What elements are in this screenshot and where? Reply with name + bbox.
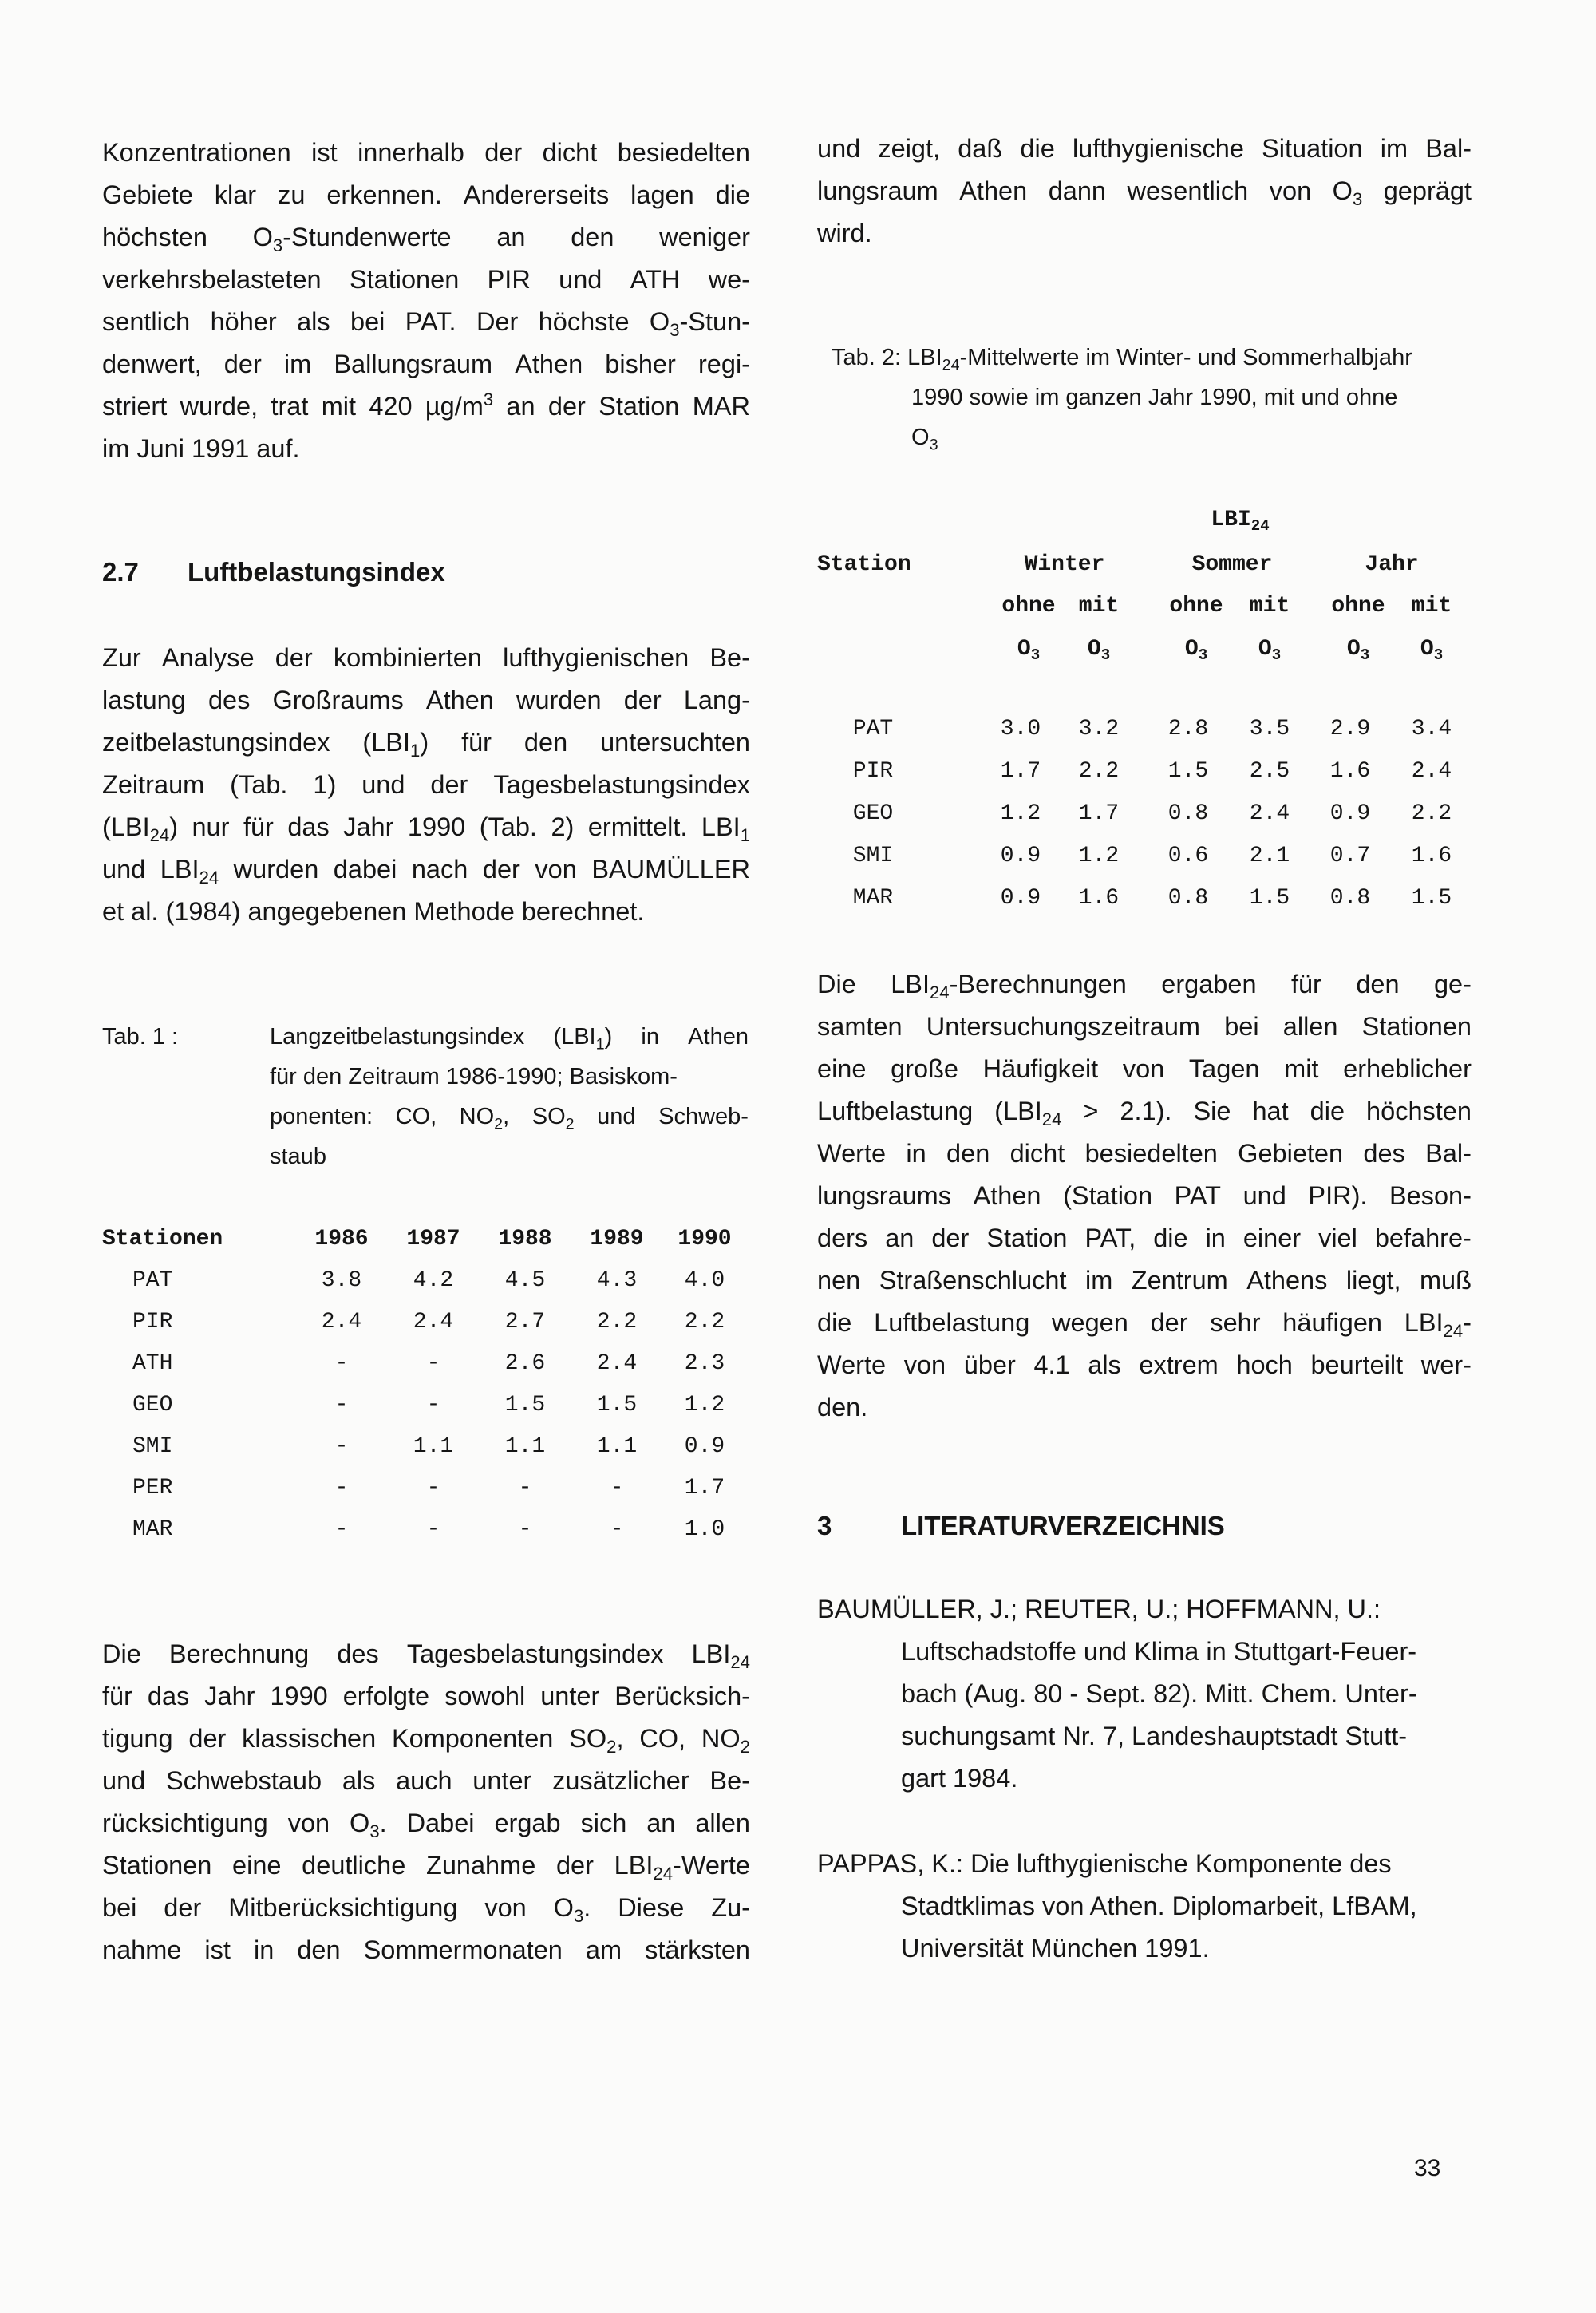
text-line: $(LBI_{24})$ nur für das Jahr 1990 (Tab. 2) ermittelt. $LBI_1$ [102,813,750,846]
reference-baumueller [817,1588,1472,1800]
text-line: und Schwebstaub als auch unter zusätzlicher Be- [102,1766,750,1795]
text-line: und $LBI_{24}$ wurden dabei nach der von BAUMÜLLER [102,855,750,888]
tab1-value-cell: - [334,1393,349,1417]
text-line: die Luftbelastung wegen der sehr häufigen $LBI_{24}-$ [817,1308,1472,1342]
tab2-value-cell: 2.4 [1249,801,1290,826]
table-2-lbi24-mittelwerte [817,508,1472,923]
text-line: Die Berechnung des Tagesbelastungsindex $LBI_{24}$ [102,1639,750,1673]
tab1-value-cell: 1.0 [684,1517,725,1542]
text-line: für das Jahr 1990 erfolgte sowohl unter Berücksich- [102,1682,750,1710]
tab2-value-cell: 2.8 [1167,717,1209,741]
text-line: Luftbelastung ($LBI_{24}$ > 2.1). Sie hat die höchsten [817,1097,1472,1130]
reference-line: Luftschadstoffe und Klima in Stuttgart-Feuer- [901,1637,1417,1666]
text-line: nahme ist in den Sommermonaten am stärksten [102,1935,750,1964]
tab1-station-cell: PIR [132,1310,173,1334]
text-line: rücksichtigung von $O_3$. Dabei ergab sich an allen [102,1809,750,1842]
tab1-value-cell: 4.0 [684,1268,725,1293]
tab2-value-cell: 1.7 [1000,759,1041,784]
tab2-subheader-o3: $O_3$ [1184,637,1208,665]
text-line: Gebiete klar zu erkennen. Andererseits lagen die [102,180,750,209]
tab1-header-year: 1989 [590,1227,644,1251]
tab1-value-cell: 2.4 [413,1310,454,1334]
tab1-value-cell: 1.5 [504,1393,546,1417]
tab1-value-cell: - [426,1476,440,1500]
tab2-subheader-o3: $O_3$ [1017,637,1041,665]
tab1-value-cell: 2.6 [504,1351,546,1376]
tab2-subheader-mit: mit [1411,594,1452,619]
tab2-value-cell: 0.6 [1167,844,1209,868]
tab2-value-cell: 1.2 [1000,801,1041,826]
tab2-value-cell: 2.9 [1329,717,1371,741]
text-line: wird. [817,219,872,247]
tab2-value-cell: 1.5 [1167,759,1209,784]
tab1-value-cell: 1.1 [504,1434,546,1459]
text-line: tigung der klassischen Komponenten $SO_2$, CO, $NO_2$ [102,1724,750,1757]
section-number: 2.7 [102,557,139,587]
tab1-header-year: 1990 [678,1227,732,1251]
text-line: verkehrsbelasteten Stationen PIR und ATH we- [102,265,750,294]
tab2-subheader-mit: mit [1078,594,1120,619]
paragraph-analysis [102,637,750,933]
text-line: Werte von über 4.1 als extrem hoch beurteilt wer- [817,1350,1472,1379]
tab1-value-cell: - [518,1476,532,1500]
tab1-value-cell: 0.9 [684,1434,725,1459]
tab1-value-cell: - [334,1517,349,1542]
tab2-value-cell: 2.5 [1249,759,1290,784]
tab1-value-cell: 1.7 [684,1476,725,1500]
tab1-header-stationen: Stationen [102,1227,223,1251]
paragraph-tagesbelastung [102,1633,750,1971]
tab2-subheader-ohne: ohne [1169,594,1223,619]
tab2-header-period: Winter [1024,552,1105,577]
tab2-station-cell: SMI [852,844,894,868]
text-line: sentlich höher als bei PAT. Der höchste $O_3-Stun-$ [102,307,750,341]
tab1-header-year: 1987 [406,1227,460,1251]
text-line: bei der Mitberücksichtigung von $O_3$. Diese Zu- [102,1893,750,1927]
text-line: Zeitraum (Tab. 1) und der Tagesbelastungsindex [102,770,750,799]
tab2-station-cell: GEO [852,801,894,826]
tab2-value-cell: 0.9 [1000,844,1041,868]
text-line: den. [817,1393,868,1421]
tab1-value-cell: 4.5 [504,1268,546,1293]
tab2-subheader-o3: $O_3$ [1420,637,1444,665]
tab2-group-header: $LBI_{24}$ [1211,508,1270,536]
tab1-value-cell: - [518,1517,532,1542]
tab2-station-cell: MAR [852,886,894,911]
tab2-subheader-o3: $O_3$ [1087,637,1111,665]
tab1-value-cell: 2.2 [596,1310,638,1334]
reference-line: Universität München 1991. [901,1934,1210,1963]
section-heading-2-7 [102,557,445,587]
section-heading-3 [817,1511,1225,1541]
tab2-value-cell: 2.1 [1249,844,1290,868]
tab2-value-cell: 3.4 [1411,717,1452,741]
tab2-caption [832,338,1492,457]
tab1-value-cell: 4.3 [596,1268,638,1293]
tab2-subheader-o3: $O_3$ [1346,637,1370,665]
tab2-value-cell: 1.5 [1249,886,1290,911]
tab1-value-cell: 2.4 [321,1310,362,1334]
text-line: eine große Häufigkeit von Tagen mit erheblicher [817,1054,1472,1083]
reference-pappas [817,1843,1472,1970]
text-line: im Juni 1991 auf. [102,434,300,463]
tab2-subheader-o3: $O_3$ [1258,637,1282,665]
text-line: lungsraum Athen dann wesentlich von $O_3$ geprägt [817,176,1472,210]
text-line: staub [270,1144,326,1169]
text-line: Zur Analyse der kombinierten lufthygienischen Be- [102,643,750,672]
tab2-subheader-ohne: ohne [1001,594,1056,619]
tab1-value-cell: 2.3 [684,1351,725,1376]
text-line: striert wurde, trat mit 420 $\mu g/m^3$ an der Station MAR [102,389,750,421]
tab1-value-cell: - [610,1517,624,1542]
tab1-caption [270,1017,749,1176]
text-line: Stationen eine deutliche Zunahme der $LBI_{24}$-Werte [102,1851,750,1884]
text-line: Langzeitbelastungsindex $(LBI_1)$ in Athen [270,1024,749,1054]
text-line: ponenten: CO, $NO_2$, $SO_2$ und Schweb- [270,1104,749,1133]
text-line: denwert, der im Ballungsraum Athen bisher regi- [102,350,750,378]
tab1-label: Tab. 1 : [102,1024,179,1050]
text-line: und zeigt, daß die lufthygienische Situation im Bal- [817,134,1472,163]
tab1-station-cell: PER [132,1476,173,1500]
reference-line: BAUMÜLLER, J.; REUTER, U.; HOFFMANN, U.: [817,1595,1381,1623]
tab2-value-cell: 2.2 [1411,801,1452,826]
text-line: Tab. 2: $LBI_{24}$-Mittelwerte im Winter- und Sommerhalbjahr [832,345,1412,374]
tab1-value-cell: - [334,1351,349,1376]
tab2-station-cell: PAT [852,717,894,741]
tab2-value-cell: 0.7 [1329,844,1371,868]
tab1-value-cell: 4.2 [413,1268,454,1293]
tab2-value-cell: 3.2 [1078,717,1120,741]
tab1-station-cell: SMI [132,1434,173,1459]
text-line: lastung des Großraums Athen wurden der Lang- [102,686,750,714]
tab2-value-cell: 0.9 [1329,801,1371,826]
text-line: für den Zeitraum 1986-1990; Basiskom- [270,1064,678,1089]
text-line: Werte in den dicht besiedelten Gebieten des Bal- [817,1139,1472,1168]
section-title: Luftbelastungsindex [188,557,445,587]
tab2-value-cell: 1.6 [1078,886,1120,911]
section-number: 3 [817,1511,832,1540]
text-line: Konzentrationen ist innerhalb der dicht besiedelten [102,138,750,167]
tab1-value-cell: 3.8 [321,1268,362,1293]
tab2-value-cell: 2.2 [1078,759,1120,784]
tab1-value-cell: 2.2 [684,1310,725,1334]
reference-line: suchungsamt Nr. 7, Landeshauptstadt Stutt- [901,1722,1408,1750]
tab2-value-cell: 0.9 [1000,886,1041,911]
reference-line: bach (Aug. 80 - Sept. 82). Mitt. Chem. Unter- [901,1679,1417,1708]
tab2-subheader-mit: mit [1249,594,1290,619]
reference-line: Stadtklimas von Athen. Diplomarbeit, LfBAM, [901,1892,1417,1920]
reference-line: gart 1984. [901,1764,1018,1793]
reference-line: PAPPAS, K.: Die lufthygienische Komponente des [817,1849,1392,1878]
tab1-station-cell: GEO [132,1393,173,1417]
text-line: Die $LBI_{24}$-Berechnungen ergaben für den ge- [817,970,1472,1003]
text-line: nen Straßenschlucht im Zentrum Athens liegt, muß [817,1266,1472,1295]
text-line: ders an der Station PAT, die in einer viel befahre- [817,1224,1472,1252]
tab2-value-cell: 1.2 [1078,844,1120,868]
tab1-value-cell: 2.4 [596,1351,638,1376]
tab2-value-cell: 3.5 [1249,717,1290,741]
paragraph-lbi24-results [817,963,1472,1429]
tab2-value-cell: 3.0 [1000,717,1041,741]
tab2-value-cell: 0.8 [1167,801,1209,826]
tab2-value-cell: 1.6 [1329,759,1371,784]
tab2-header-period: Jahr [1365,552,1419,577]
tab1-value-cell: - [610,1476,624,1500]
tab1-value-cell: 1.1 [596,1434,638,1459]
tab2-subheader-ohne: ohne [1331,594,1385,619]
tab2-value-cell: 2.4 [1411,759,1452,784]
tab1-value-cell: - [426,1393,440,1417]
paragraph-ozone-peaks [102,132,750,470]
table-1-langzeitbelastungsindex [102,1227,750,1570]
tab1-value-cell: - [334,1476,349,1500]
tab1-station-cell: ATH [132,1351,173,1376]
tab1-value-cell: - [426,1517,440,1542]
tab1-station-cell: PAT [132,1268,173,1293]
tab1-value-cell: 1.1 [413,1434,454,1459]
tab2-value-cell: 1.6 [1411,844,1452,868]
tab2-station-cell: PIR [852,759,894,784]
tab2-header-period: Sommer [1191,552,1273,577]
tab2-value-cell: 0.8 [1167,886,1209,911]
paragraph-ozone-influence [817,128,1472,255]
tab1-header-year: 1986 [314,1227,369,1251]
text-line: et al. (1984) angegebenen Methode berechnet. [102,897,645,926]
tab1-value-cell: 1.2 [684,1393,725,1417]
tab1-header-year: 1988 [498,1227,552,1251]
tab2-header-station: Station [817,552,911,577]
tab2-value-cell: 1.7 [1078,801,1120,826]
tab1-value-cell: 2.7 [504,1310,546,1334]
tab2-value-cell: 1.5 [1411,886,1452,911]
tab1-station-cell: MAR [132,1517,173,1542]
tab1-value-cell: - [334,1434,349,1459]
section-title: LITERATURVERZEICHNIS [901,1511,1225,1540]
page-number: 33 [1414,2155,1441,2181]
text-line: lungsraums Athen (Station PAT und PIR). Beson- [817,1181,1472,1210]
text-line: 1990 sowie im ganzen Jahr 1990, mit und ohne [911,385,1398,410]
tab1-value-cell: 1.5 [596,1393,638,1417]
tab1-value-cell: - [426,1351,440,1376]
text-line: höchsten $O_3$-Stundenwerte an den weniger [102,223,750,256]
text-line: samten Untersuchungszeitraum bei allen Stationen [817,1012,1472,1041]
tab2-value-cell: 0.8 [1329,886,1371,911]
text-line: zeitbelastungsindex $(LBI_1)$ für den untersuchten [102,728,750,761]
text-line: $O_3$ [911,425,938,454]
